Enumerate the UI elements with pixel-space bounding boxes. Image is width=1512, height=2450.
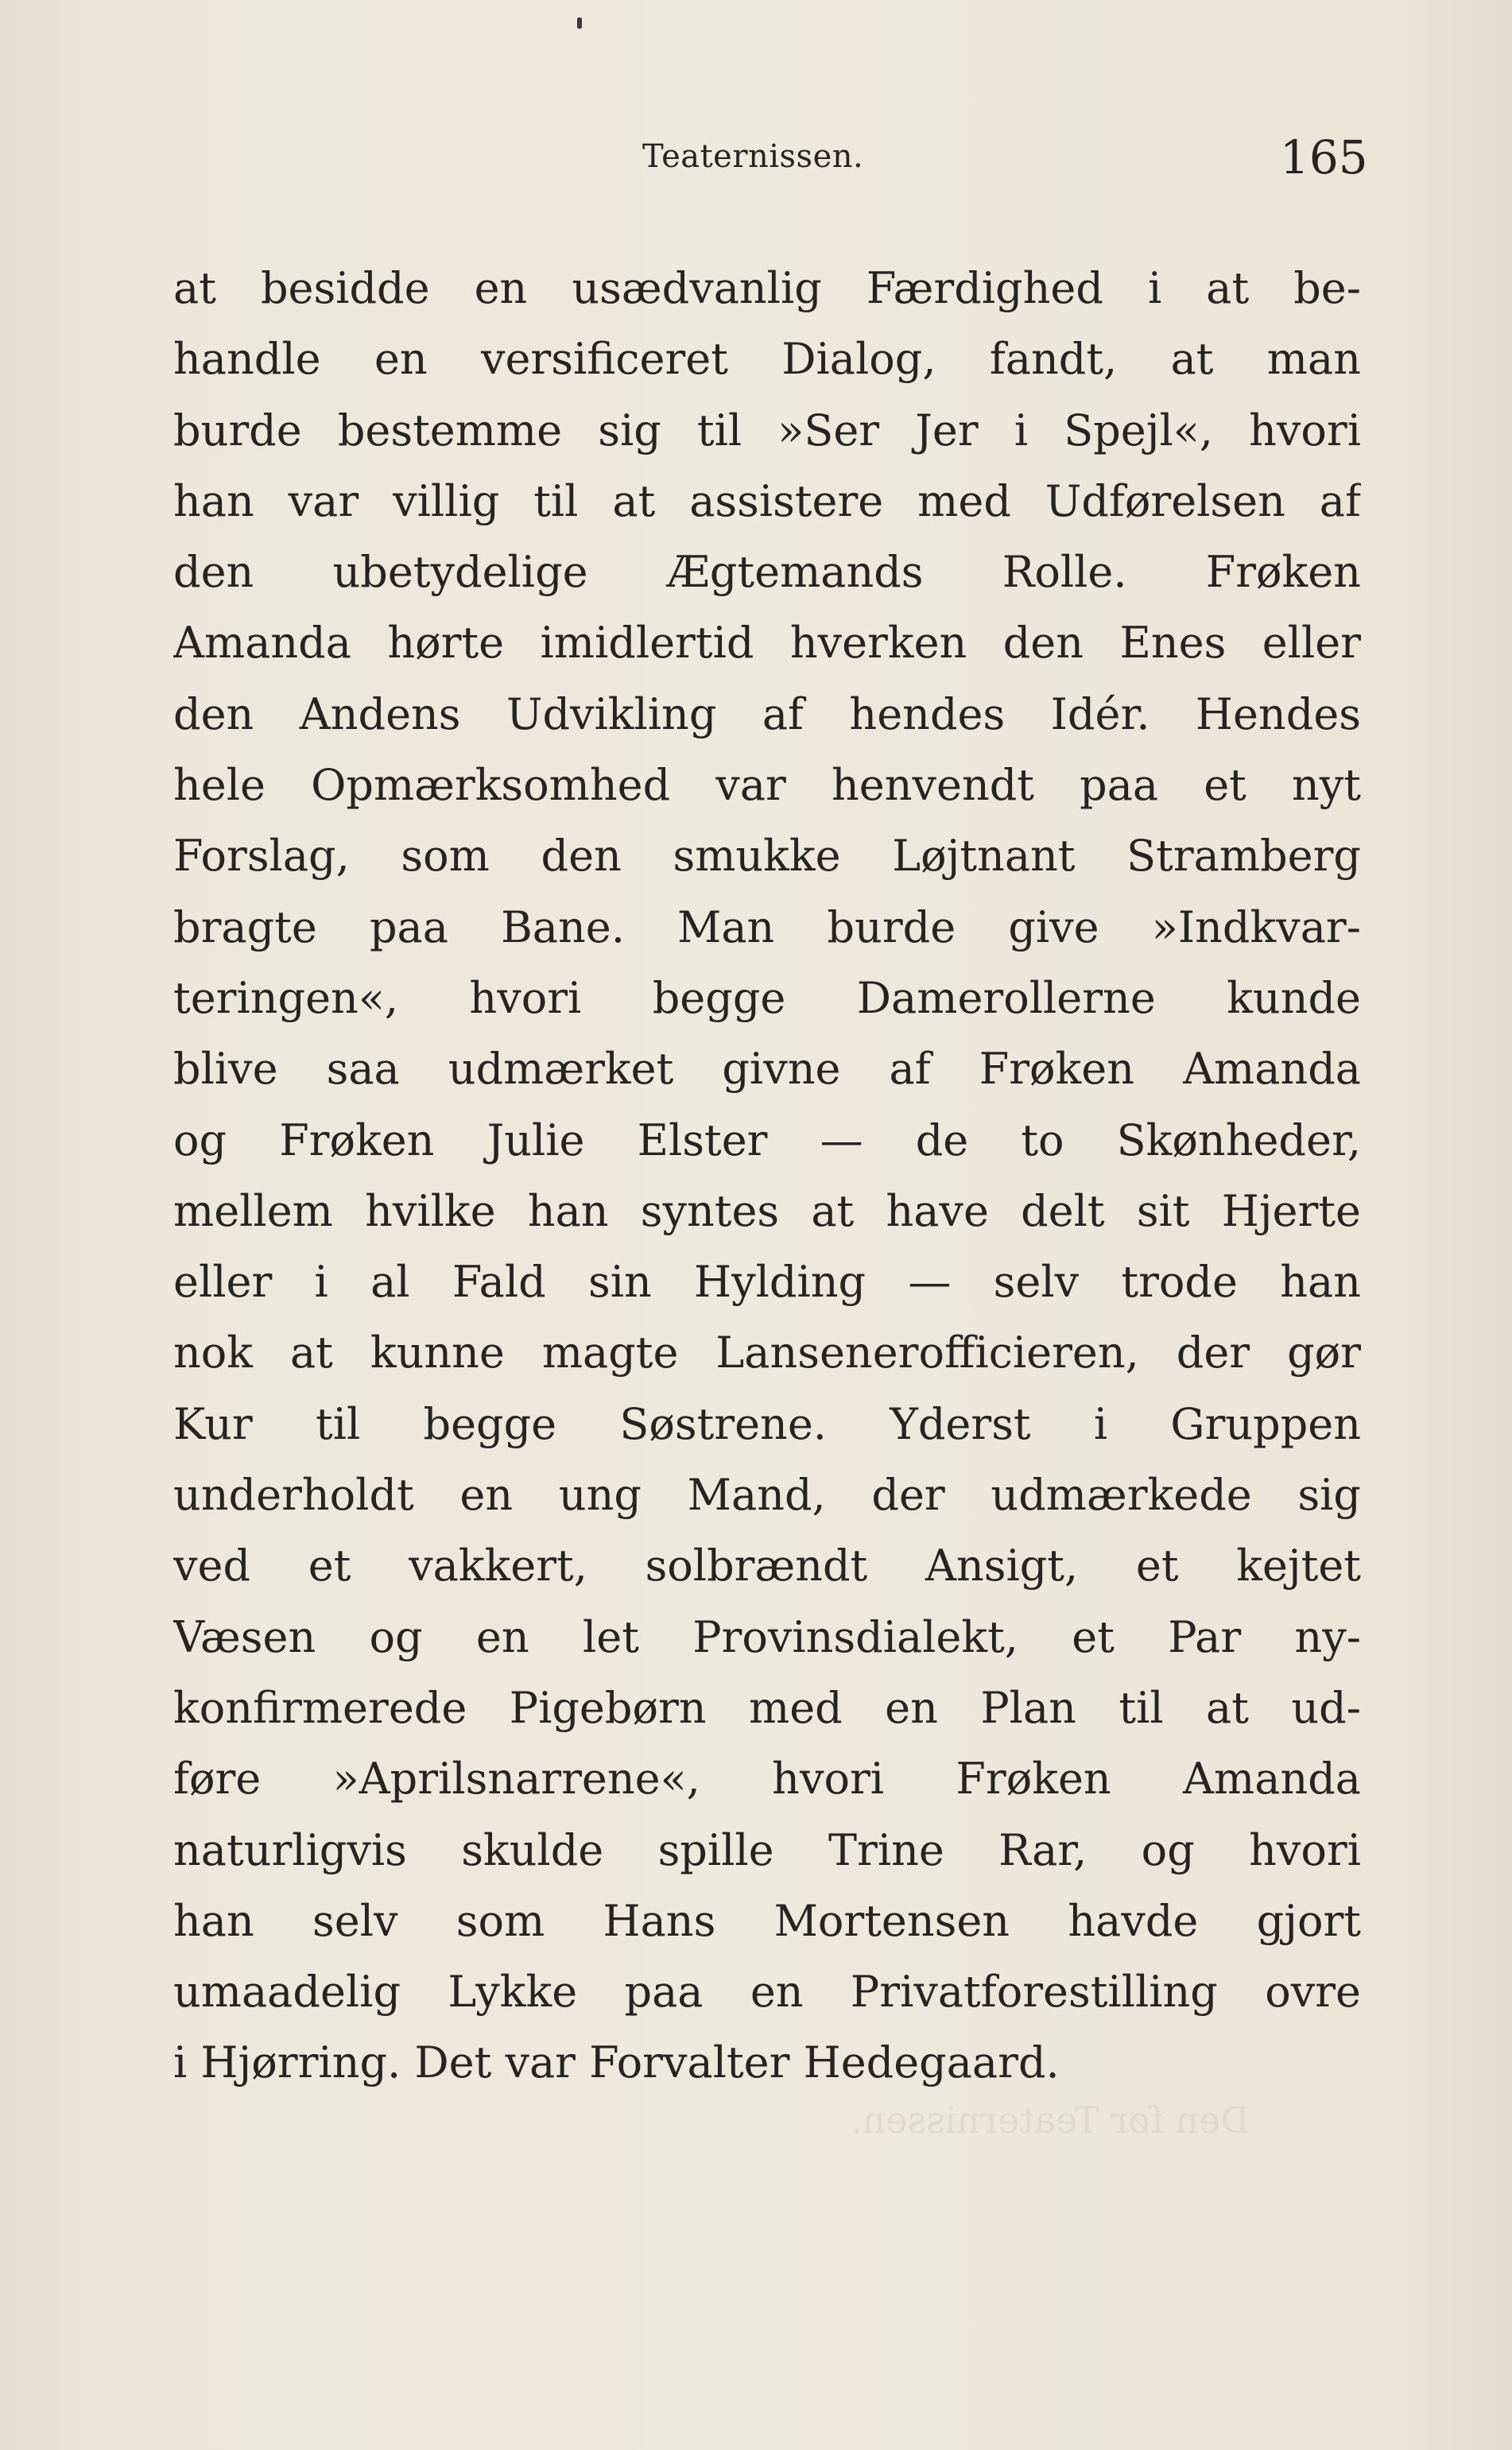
- text-line: blive saa udmærket givne af Frøken Amanda: [173, 1044, 1361, 1095]
- text-line: teringen«, hvori begge Damerollerne kunde: [173, 972, 1361, 1023]
- text-line: at besidde en usædvanlig Færdighed i at be-: [173, 263, 1361, 313]
- page-number: 165: [1280, 130, 1368, 184]
- text-line: og Frøken Julie Elster — de to Skønheder,: [173, 1115, 1361, 1165]
- text-line: ved et vakkert, solbrændt Ansigt, et kejtet: [173, 1541, 1361, 1591]
- text-line: den ubetydelige Ægtemands Rolle. Frøken: [173, 547, 1361, 598]
- body-text: [173, 253, 1361, 2099]
- text-line: handle en versificeret Dialog, fandt, at man: [173, 334, 1361, 385]
- text-line: føre »Aprilsnarrene«, hvori Frøken Amanda: [173, 1754, 1361, 1805]
- ink-speck: [577, 17, 582, 29]
- text-line: bragte paa Bane. Man burde give »Indkvar-: [173, 901, 1361, 952]
- text-line: hele Opmærksomhed var henvendt paa et nyt: [173, 760, 1361, 811]
- text-line: underholdt en ung Mand, der udmærkede sig: [173, 1470, 1361, 1521]
- running-head: [0, 130, 1512, 191]
- text-line: umaadelig Lykke paa en Privatforestilling ovre: [173, 1967, 1361, 2018]
- text-line: naturligvis skulde spille Trine Rar, og hvori: [173, 1824, 1361, 1875]
- text-line: Væsen og en let Provinsdialekt, et Par ny-: [173, 1611, 1361, 1662]
- text-line: burde bestemme sig til »Ser Jer i Spejl«, hvori: [173, 405, 1361, 455]
- bleed-through-text: Den før Teaternissen.: [851, 2099, 1250, 2142]
- text-line: mellem hvilke han syntes at have delt sit Hjerte: [173, 1185, 1361, 1236]
- text-line: Amanda hørte imidlertid hverken den Enes eller: [173, 618, 1361, 669]
- text-line: i Hjørring. Det var Forvalter Hedegaard.: [173, 2037, 1060, 2088]
- running-title: Teaternissen.: [642, 138, 864, 175]
- text-line: Kur til begge Søstrene. Yderst i Gruppen: [173, 1398, 1361, 1449]
- text-line: eller i al Fald sin Hylding — selv trode han: [173, 1257, 1361, 1308]
- text-line: han var villig til at assistere med Udførelsen af: [173, 475, 1361, 526]
- text-line: han selv som Hans Mortensen havde gjort: [173, 1895, 1361, 1946]
- text-line: den Andens Udvikling af hendes Idér. Hendes: [173, 688, 1361, 739]
- text-line: Forslag, som den smukke Løjtnant Stramberg: [173, 831, 1361, 882]
- text-line: konfirmerede Pigebørn med en Plan til at ud-: [173, 1682, 1361, 1733]
- text-line: nok at kunne magte Lansenerofficieren, der gør: [173, 1328, 1361, 1378]
